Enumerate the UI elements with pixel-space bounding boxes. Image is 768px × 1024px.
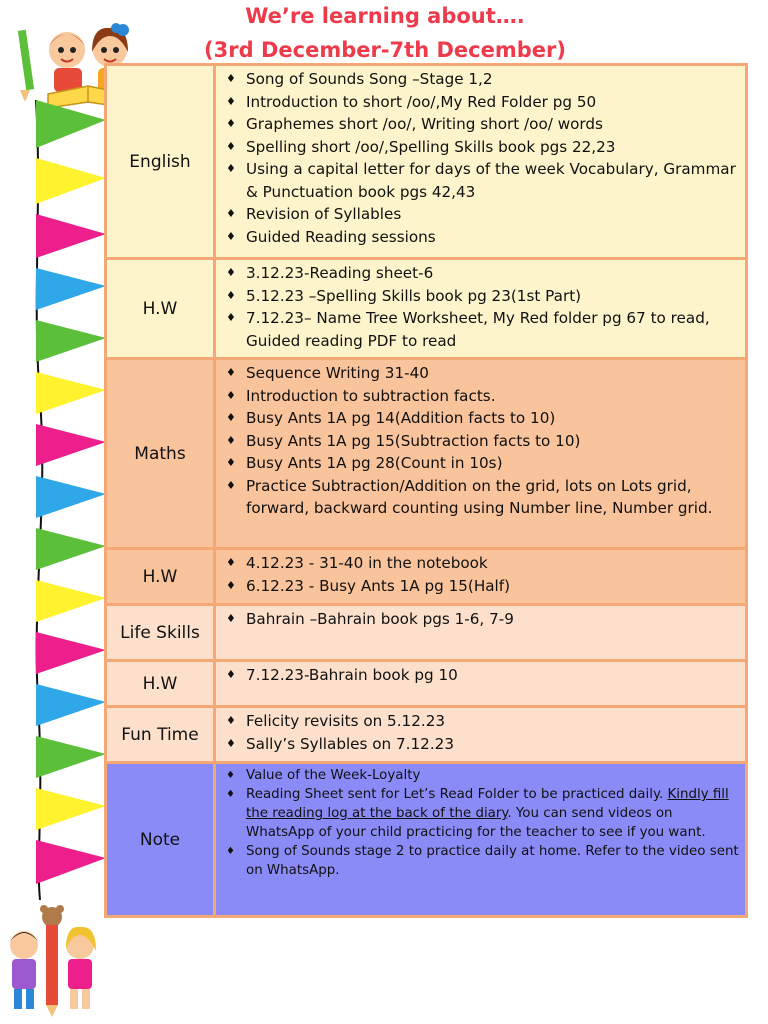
table-row-life-skills (106, 605, 747, 661)
list-item: ♦ Sequence Writing 31-40 (224, 362, 739, 385)
weekly-schedule-table (104, 63, 748, 918)
list-item: ♦ Song of Sounds stage 2 to practice daily at home. Refer to the video sent on WhatsApp. (224, 842, 739, 880)
list-item: ♦ Sally’s Syllables on 7.12.23 (224, 733, 739, 756)
item-list (224, 608, 739, 631)
subject-label: H.W (106, 549, 215, 605)
item-list (224, 552, 739, 597)
subject-label: Fun Time (106, 707, 215, 763)
list-item: ♦ Busy Ants 1A pg 14(Addition facts to 10) (224, 407, 739, 430)
list-item: ♦ Guided Reading sessions (224, 226, 739, 249)
subject-label: H.W (106, 661, 215, 707)
list-item: ♦ 7.12.23-Bahrain book pg 10 (224, 664, 739, 687)
list-item: ♦ Practice Subtraction/Addition on the grid, lots on Lots grid, forward, backward counting using Number line, Number grid. (224, 475, 739, 520)
subject-label: Maths (106, 359, 215, 549)
list-item: ♦ Revision of Syllables (224, 203, 739, 226)
list-item: ♦ 5.12.23 –Spelling Skills book pg 23(1st Part) (224, 285, 739, 308)
list-item: ♦ Introduction to short /oo/,My Red Folder pg 50 (224, 91, 739, 114)
page-title: We’re learning about…. (245, 4, 525, 28)
subject-label: Life Skills (106, 605, 215, 661)
reading-sheet-text: Reading Sheet sent for Let’s Read Folder to be practiced daily. (246, 787, 664, 802)
item-list (224, 664, 739, 687)
list-item: ♦ Graphemes short /oo/, Writing short /oo/ words (224, 113, 739, 136)
row-content (215, 259, 747, 359)
subject-label: Note (106, 763, 215, 917)
row-content (215, 707, 747, 763)
item-list (224, 262, 739, 352)
bunting-flags-decoration (22, 100, 112, 900)
list-item: ♦ Busy Ants 1A pg 15(Subtraction facts to 10) (224, 430, 739, 453)
list-item: ♦ Song of Sounds Song –Stage 1,2 (224, 68, 739, 91)
subject-label: H.W (106, 259, 215, 359)
list-item: ♦ Felicity revisits on 5.12.23 (224, 710, 739, 733)
row-content (215, 605, 747, 661)
kids-with-pencil-clipart (0, 905, 108, 1017)
item-list (224, 362, 739, 520)
list-item: ♦ Spelling short /oo/,Spelling Skills book pgs 22,23 (224, 136, 739, 159)
list-item: ♦ Busy Ants 1A pg 28(Count in 10s) (224, 452, 739, 475)
row-content (215, 549, 747, 605)
reading-log-reminder: Kindly fill the reading log at the back of the diary (246, 787, 729, 821)
list-item: ♦ 6.12.23 - Busy Ants 1A pg 15(Half) (224, 575, 739, 598)
table-row-fun-time (106, 707, 747, 763)
list-item: ♦ Bahrain –Bahrain book pgs 1-6, 7-9 (224, 608, 739, 631)
row-content (215, 763, 747, 917)
list-item (224, 785, 739, 842)
list-item: ♦ 3.12.23-Reading sheet-6 (224, 262, 739, 285)
table-row-note (106, 763, 747, 917)
table-row-maths (106, 359, 747, 549)
page-subtitle-dates: (3rd December-7th December) (204, 38, 566, 62)
list-item: ♦ Value of the Week-Loyalty (224, 766, 739, 785)
item-list (224, 766, 739, 880)
subject-label: English (106, 65, 215, 259)
list-item: ♦ 7.12.23– Name Tree Worksheet, My Red folder pg 67 to read, Guided reading PDF to read (224, 307, 739, 352)
table-row-english (106, 65, 747, 259)
row-content (215, 65, 747, 259)
table-row-english-homework (106, 259, 747, 359)
row-content (215, 359, 747, 549)
list-item: ♦ Introduction to subtraction facts. (224, 385, 739, 408)
item-list (224, 68, 739, 248)
list-item: ♦ 4.12.23 - 31-40 in the notebook (224, 552, 739, 575)
list-item: ♦ Using a capital letter for days of the week Vocabulary, Grammar & Punctuation book pgs 42,43 (224, 158, 739, 203)
video-instructions-text: . You can send videos on WhatsApp of your child practicing for the teacher to see if you want. (246, 806, 706, 840)
row-content (215, 661, 747, 707)
table-row-maths-homework (106, 549, 747, 605)
table-row-life-skills-homework (106, 661, 747, 707)
item-list (224, 710, 739, 755)
